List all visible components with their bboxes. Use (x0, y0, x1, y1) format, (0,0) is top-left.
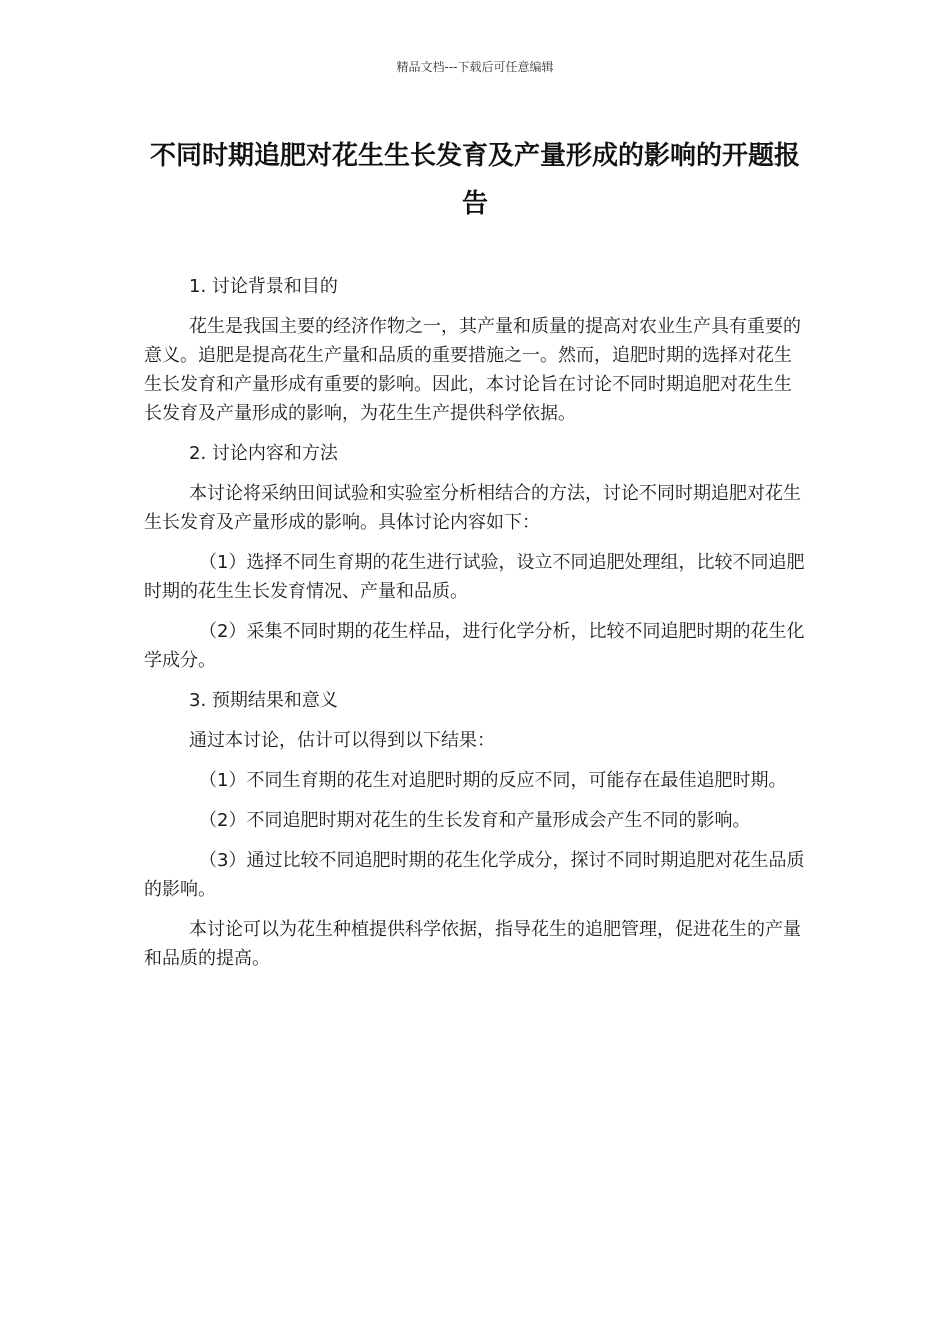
header-note: 精品文档---下载后可任意编辑 (396, 60, 554, 74)
section-3-item-1: （1）不同生育期的花生对追肥时期的反应不同，可能存在最佳追肥时期。 (199, 770, 787, 791)
section-heading-2: 2. 讨论内容和方法 (189, 443, 338, 464)
section-2-intro: 本讨论将采纳田间试验和实验室分析相结合的方法，讨论不同时期追肥对花生生长发育及产量形成的影响。具体讨论内容如下： (144, 483, 801, 533)
section-heading-1: 1. 讨论背景和目的 (189, 276, 338, 297)
document-body (144, 270, 806, 984)
document-title: 不同时期追肥对花生生长发育及产量形成的影响的开题报告 (149, 141, 800, 219)
section-2-item-1: （1）选择不同生育期的花生进行试验，设立不同追肥处理组，比较不同追肥时期的花生生长发育情况、产量和品质。 (144, 552, 805, 602)
section-2-item-2: （2）采集不同时期的花生样品，进行化学分析，比较不同追肥时期的花生化学成分。 (144, 621, 805, 671)
section-3-item-3: （3）通过比较不同追肥时期的花生化学成分，探讨不同时期追肥对花生品质的影响。 (144, 850, 805, 900)
section-1-paragraph: 花生是我国主要的经济作物之一，其产量和质量的提高对农业生产具有重要的意义。追肥是提高花生产量和品质的重要措施之一。然而，追肥时期的选择对花生生长发育和产量形成有重要的影响。因此，本讨论旨在讨论不同时期追肥对花生生长发育及产量形成的影响，为花生生产提供科学依据。 (144, 316, 801, 424)
section-3-conclusion: 本讨论可以为花生种植提供科学依据，指导花生的追肥管理，促进花生的产量和品质的提高。 (144, 919, 801, 969)
section-heading-3: 3. 预期结果和意义 (189, 690, 338, 711)
section-3-intro: 通过本讨论，估计可以得到以下结果： (189, 730, 495, 751)
section-3-item-2: （2）不同追肥时期对花生的生长发育和产量形成会产生不同的影响。 (199, 810, 751, 831)
